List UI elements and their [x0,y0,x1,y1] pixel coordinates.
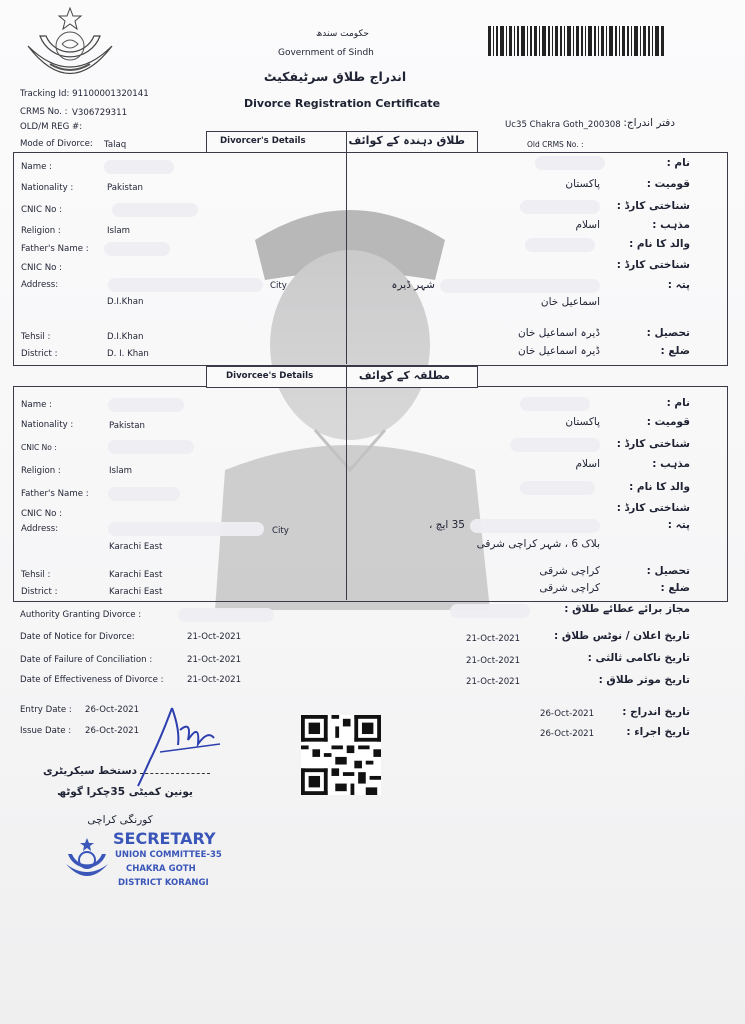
stamp-emblem-icon [62,836,112,886]
divorcee-urdu-address-value: 35 ایچ ، [428,519,465,531]
redaction [520,200,600,214]
failure-value-urdu-side: 21-Oct-2021 [466,656,521,666]
mode-of-divorce-value: Talaq [104,140,127,150]
redaction [104,160,174,174]
divorcer-urdu-religion-value: اسلام [575,219,600,231]
redaction [520,397,590,411]
redaction [108,398,184,412]
crms-label: CRMS No. : [20,107,68,117]
redaction [520,481,595,495]
redaction [104,242,170,256]
issue-date-urdu-side: 26-Oct-2021 [540,729,595,739]
old-reg-label: OLD/M REG #: [20,122,83,132]
divorcer-district-value: D. I. Khan [107,349,149,359]
effective-value: 21-Oct-2021 [187,675,242,685]
divorcee-urdu-address-line2: بلاک 6 ، شہر کراچی شرقی [476,538,600,550]
stamp-district: DISTRICT KORANGI [118,878,209,888]
gov-title-urdu: حکومت سندھ [316,29,369,39]
crms-value: V306729311 [72,108,128,118]
issue-date-urdu-label: تاریخ اجراء : [626,726,690,738]
divorcee-urdu-nationality-value: پاکستان [565,416,600,428]
tracking-id: Tracking Id: 91100001320141 [20,89,149,99]
divorcer-cnic-label: CNIC No : [21,205,63,215]
entry-date-label: Entry Date : [20,705,72,715]
gov-title-english: Government of Sindh [278,48,374,58]
redaction [108,522,264,536]
redaction [440,279,600,293]
divorcee-address-line2: Karachi East [109,542,163,552]
divorcee-nationality-value: Pakistan [109,421,145,431]
divorcer-divider [346,152,347,364]
union-committee-urdu: یونین کمیٹی 35چکرا گوٹھ [57,786,193,798]
divorcer-urdu-nationality-value: پاکستان [565,178,600,190]
divorcer-urdu-tehsil-value: ڈیرہ اسماعیل خان [518,327,600,339]
office-urdu-label: دفتر اندراج: [623,117,675,129]
failure-label: Date of Failure of Conciliation : [20,655,153,665]
notice-urdu-label: تاریخ اعلان / نوٹس طلاق : [553,630,690,642]
entry-date-urdu-side: 26-Oct-2021 [540,709,595,719]
divorcer-address-tail: City [270,281,287,291]
divorcer-urdu-tehsil-label: تحصیل : [646,327,690,339]
redaction [510,438,600,452]
divorcee-district-label: District : [21,587,58,597]
redaction [535,156,605,170]
divorcer-urdu-address-label: پتہ : [667,279,690,291]
redaction [470,519,600,533]
divorcee-address-tail: City [272,526,289,536]
certificate-title-urdu: اندراج طلاق سرٹیفکیٹ [263,69,407,84]
entry-date-value: 26-Oct-2021 [85,705,140,715]
divorcee-urdu-cnic-label: شناختی کارڈ : [616,438,690,450]
redaction [108,278,263,292]
authority-urdu-label: مجاز برائے عطائے طلاق : [564,603,690,615]
stamp-secretary: SECRETARY [113,829,216,848]
redaction [108,440,194,454]
divorcer-name-label: Name : [21,162,52,172]
divorcee-cnic2-label: CNIC No : [21,509,63,519]
divorcer-header-divider [346,131,347,152]
divorcer-title-urdu: طلاق دہندہ کے کوائف [348,134,465,147]
effective-value-urdu-side: 21-Oct-2021 [466,677,521,687]
redaction [525,238,595,252]
divorcer-urdu-address-line2: اسماعیل خان [540,296,600,308]
divorcer-tehsil-label: Tehsil : [21,332,51,342]
barcode-icon [488,26,664,56]
divorcee-urdu-cnic2-label: شناختی کارڈ : [616,502,690,514]
notice-label: Date of Notice for Divorce: [20,632,135,642]
issue-date-label: Issue Date : [20,726,72,736]
entry-date-urdu-label: تاریخ اندراج : [622,706,690,718]
failure-value: 21-Oct-2021 [187,655,242,665]
divorcee-title-urdu: مطلقہ کے کوائف [358,369,450,382]
divorcee-district-value: Karachi East [109,587,163,597]
divorcee-divider [346,386,347,600]
divorcer-nationality-value: Pakistan [107,183,143,193]
divorcer-nationality-label: Nationality : [21,183,74,193]
effective-urdu-label: تاریخ موثر طلاق : [598,674,690,686]
divorcee-nationality-label: Nationality : [21,420,74,430]
divorcer-urdu-cnic-label: شناختی کارڈ : [616,200,690,212]
divorcer-urdu-address-value: شہر ڈیرہ [391,279,435,291]
divorcee-urdu-tehsil-value: کراچی شرقی [539,565,600,577]
redaction [112,203,198,217]
divorcer-father-label: Father's Name : [21,244,89,254]
signature-label-urdu: دستخط سیکریٹری [42,765,138,777]
divorcee-title: Divorcee's Details [226,371,314,381]
divorcee-urdu-district-label: ضلع : [660,582,690,594]
divorcer-religion-label: Religion : [21,226,61,236]
office-value: Uc35 Chakra Goth_200308 [505,120,621,130]
signature-line [140,773,210,774]
divorcer-urdu-father-label: والد کا نام : [629,238,690,250]
old-crms-label: Old CRMS No. : [527,140,584,149]
divorcee-father-label: Father's Name : [21,489,89,499]
issue-date-value: 26-Oct-2021 [85,726,140,736]
divorcer-address-line2: D.I.Khan [107,297,144,307]
divorcee-urdu-religion-value: اسلام [575,458,600,470]
divorcer-urdu-name-label: نام : [666,157,690,169]
divorcer-urdu-nationality-label: قومیت : [646,178,690,190]
divorcer-title: Divorcer's Details [220,136,306,146]
korangi-urdu: کورنگی کراچی [87,814,153,826]
authority-label: Authority Granting Divorce : [20,610,142,620]
divorcee-tehsil-value: Karachi East [109,570,163,580]
divorcer-district-label: District : [21,349,58,359]
failure-urdu-label: تاریخ ناکامی ثالثی : [587,652,690,664]
redaction [450,604,530,618]
stamp-chakra-goth: CHAKRA GOTH [126,864,196,874]
divorcer-cnic2-label: CNIC No : [21,263,63,273]
divorcee-tehsil-label: Tehsil : [21,570,51,580]
divorcee-urdu-name-label: نام : [666,397,690,409]
sindh-emblem-icon [20,6,120,88]
divorcer-tehsil-value: D.I.Khan [107,332,144,342]
divorcer-urdu-cnic2-label: شناختی کارڈ : [616,259,690,271]
notice-value-urdu-side: 21-Oct-2021 [466,634,521,644]
divorcee-header-divider [346,366,347,387]
divorcee-religion-label: Religion : [21,466,61,476]
effective-label: Date of Effectiveness of Divorce : [20,675,164,685]
divorcer-urdu-district-label: ضلع : [660,345,690,357]
redaction [108,487,180,501]
divorcer-urdu-religion-label: مذہب : [652,219,690,231]
notice-value: 21-Oct-2021 [187,632,242,642]
divorcee-urdu-nationality-label: قومیت : [646,416,690,428]
divorcer-urdu-district-value: ڈیرہ اسماعیل خان [518,345,600,357]
divorcee-urdu-district-value: کراچی شرقی [539,582,600,594]
stamp-union-committee: UNION COMMITTEE-35 [115,850,222,860]
qr-code-icon [301,715,381,795]
divorcee-cnic-label: CNIC No : [21,443,57,452]
divorcee-urdu-father-label: والد کا نام : [629,481,690,493]
divorcee-name-label: Name : [21,400,52,410]
mode-of-divorce-label: Mode of Divorce: [20,139,93,149]
certificate-title-english: Divorce Registration Certificate [244,97,441,110]
divorcee-religion-value: Islam [109,466,133,476]
divorcer-religion-value: Islam [107,226,131,236]
divorcee-urdu-tehsil-label: تحصیل : [646,565,690,577]
divorcee-address-label: Address: [21,524,59,534]
divorcee-urdu-address-label: پتہ : [667,519,690,531]
redaction [178,608,274,622]
divorcee-urdu-religion-label: مذہب : [652,458,690,470]
divorcer-address-label: Address: [21,280,59,290]
